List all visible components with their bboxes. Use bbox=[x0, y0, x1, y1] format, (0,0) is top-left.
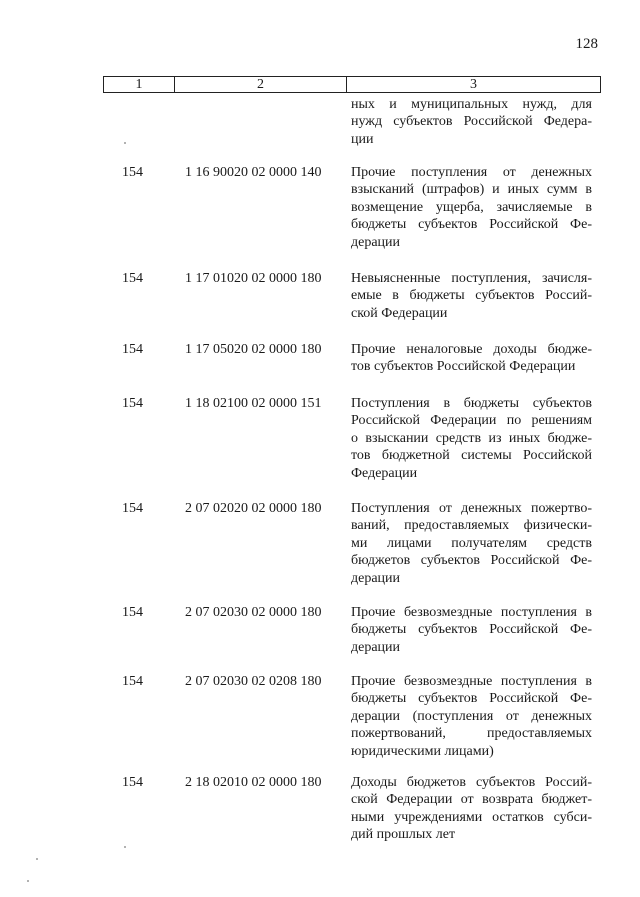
budget-code-cell: 2 07 02030 02 0208 180 bbox=[185, 674, 322, 689]
description-cell bbox=[351, 604, 592, 656]
budget-code-cell: 1 17 05020 02 0000 180 bbox=[185, 342, 322, 357]
description-line: о взыскании средств из иных бюдже- bbox=[351, 430, 592, 446]
description-line: дерации bbox=[351, 570, 401, 586]
budget-code-cell: 1 17 01020 02 0000 180 bbox=[185, 271, 322, 286]
description-line: Федерации bbox=[351, 465, 418, 481]
budget-code-cell: 2 07 02020 02 0000 180 bbox=[185, 501, 322, 516]
description-line: ными учреждениями остатков субси- bbox=[351, 809, 592, 825]
description-cell bbox=[351, 270, 592, 322]
description-line: ных и муниципальных нужд, для bbox=[351, 97, 592, 112]
description-cell bbox=[351, 500, 592, 587]
description-line: дерации bbox=[351, 234, 401, 250]
admin-code-cell: 154 bbox=[122, 775, 143, 790]
description-line: Прочие неналоговые доходы бюдже- bbox=[351, 342, 592, 357]
description-line: ваний, предоставляемых физически- bbox=[351, 518, 592, 534]
description-line: дий прошлых лет bbox=[351, 827, 456, 843]
budget-code-cell: 2 07 02030 02 0000 180 bbox=[185, 605, 322, 620]
description-line: Поступления от денежных пожертво- bbox=[351, 501, 592, 516]
scan-speck bbox=[124, 142, 126, 144]
description-line: дерации (поступления от денежных bbox=[351, 708, 592, 724]
scan-speck bbox=[36, 858, 38, 860]
description-line: взысканий (штрафов) и иных сумм в bbox=[351, 182, 592, 198]
admin-code-cell: 154 bbox=[122, 396, 143, 411]
description-line: Поступления в бюджеты субъектов bbox=[351, 396, 592, 411]
admin-code-cell: 154 bbox=[122, 271, 143, 286]
budget-code-cell: 2 18 02010 02 0000 180 bbox=[185, 775, 322, 790]
admin-code-cell: 154 bbox=[122, 342, 143, 357]
admin-code-cell: 154 bbox=[122, 674, 143, 689]
description-line: бюджеты субъектов Российской Фе- bbox=[351, 217, 592, 233]
description-line: нужд субъектов Российской Федера- bbox=[351, 114, 592, 130]
description-line: бюджетов субъектов Российской Фе- bbox=[351, 553, 592, 569]
description-line: пожертвований, предоставляемых bbox=[351, 726, 592, 742]
column-header-1: 1 bbox=[104, 77, 175, 93]
description-cell bbox=[351, 673, 592, 760]
description-line: бюджеты субъектов Российской Фе- bbox=[351, 691, 592, 707]
description-line: Доходы бюджетов субъектов Россий- bbox=[351, 775, 592, 790]
budget-code-cell: 1 16 90020 02 0000 140 bbox=[185, 165, 322, 180]
description-cell bbox=[351, 96, 592, 148]
description-line: юридическими лицами) bbox=[351, 743, 494, 759]
page-number: 128 bbox=[575, 36, 598, 52]
admin-code-cell: 154 bbox=[122, 501, 143, 516]
description-line: ской Федерации bbox=[351, 305, 448, 321]
description-cell bbox=[351, 341, 592, 376]
scan-speck bbox=[27, 880, 29, 882]
description-cell bbox=[351, 164, 592, 251]
description-line: дерации bbox=[351, 639, 401, 655]
description-line: ции bbox=[351, 131, 374, 147]
description-line: бюджеты субъектов Российской Фе- bbox=[351, 622, 592, 638]
description-line: емые в бюджеты субъектов Россий- bbox=[351, 288, 592, 304]
column-header-2: 2 bbox=[175, 77, 347, 93]
description-line: тов субъектов Российской Федерации bbox=[351, 359, 576, 375]
column-header-3: 3 bbox=[347, 77, 601, 93]
description-cell bbox=[351, 774, 592, 844]
description-line: ми лицами получателям средств bbox=[351, 535, 592, 551]
budget-code-cell: 1 18 02100 02 0000 151 bbox=[185, 396, 322, 411]
description-line: Российской Федерации по решениям bbox=[351, 413, 592, 429]
description-line: Прочие безвозмездные поступления в bbox=[351, 674, 592, 689]
scan-speck bbox=[124, 846, 126, 848]
description-cell bbox=[351, 395, 592, 482]
admin-code-cell: 154 bbox=[122, 605, 143, 620]
admin-code-cell: 154 bbox=[122, 165, 143, 180]
description-line: Невыясненные поступления, зачисля- bbox=[351, 271, 592, 286]
description-line: ской Федерации от возврата бюджет- bbox=[351, 792, 592, 808]
description-line: Прочие поступления от денежных bbox=[351, 165, 592, 180]
description-line: Прочие безвозмездные поступления в bbox=[351, 605, 592, 620]
column-header-table bbox=[103, 76, 601, 93]
description-line: возмещение ущерба, зачисляемые в bbox=[351, 199, 592, 215]
description-line: тов бюджетной системы Российской bbox=[351, 448, 592, 464]
